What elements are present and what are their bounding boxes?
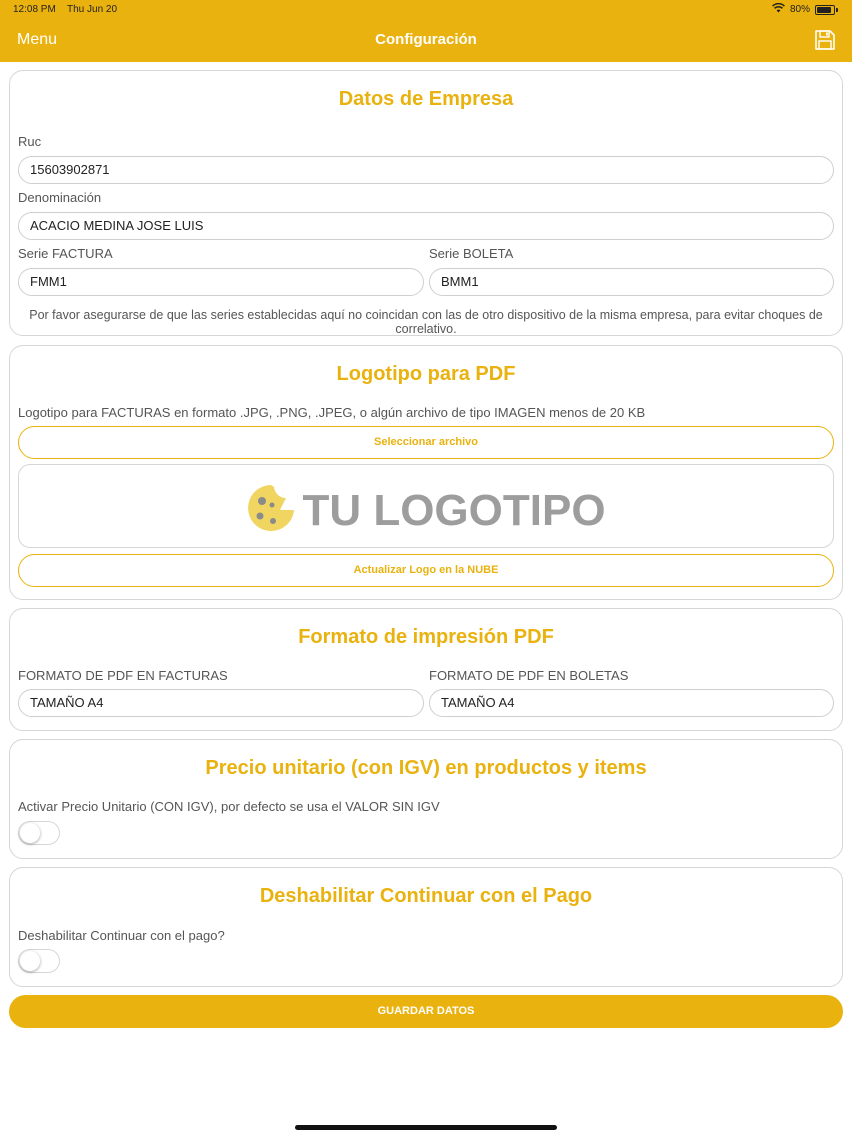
unit-price-title: Precio unitario (con IGV) en productos y items (205, 757, 647, 779)
status-indicators (772, 3, 838, 16)
series-warning-note: Por favor asegurarse de que las series establecidas aquí no coincidan con las de otro dispositivo de la misma empresa, para evitar choques de correlativo. (29, 308, 823, 336)
home-indicator (295, 1125, 557, 1130)
toggle-knob (20, 823, 40, 843)
battery-tip (836, 8, 838, 12)
print-format-card (9, 608, 843, 731)
cookie-logo-icon (246, 483, 296, 538)
disable-payment-description: Deshabilitar Continuar con el pago? (18, 928, 225, 943)
company-data-title: Datos de Empresa (338, 88, 514, 110)
logo-title: Logotipo para PDF (336, 363, 516, 385)
select-file-button[interactable]: Seleccionar archivo (18, 426, 834, 459)
save-data-button[interactable]: GUARDAR DATOS (9, 995, 843, 1028)
logo-card (9, 345, 843, 600)
ruc-input[interactable]: 15603902871 (18, 156, 834, 184)
facturas-format-label: FORMATO DE PDF EN FACTURAS (18, 668, 228, 683)
disable-payment-title: Deshabilitar Continuar con el Pago (259, 885, 593, 907)
battery-icon (815, 5, 835, 15)
logo-placeholder-text: TU LOGOTIPO (302, 485, 606, 535)
serie-boleta-label: Serie BOLETA (429, 246, 514, 261)
battery-percent: 80% (789, 4, 810, 15)
serie-factura-input[interactable]: FMM1 (18, 268, 424, 296)
unit-price-description: Activar Precio Unitario (CON IGV), por defecto se usa el VALOR SIN IGV (18, 799, 440, 814)
disable-payment-card (9, 867, 843, 987)
menu-button[interactable]: Menu (17, 31, 58, 48)
upload-logo-button[interactable]: Actualizar Logo en la NUBE (18, 554, 834, 587)
company-data-card (9, 70, 843, 336)
logo-description: Logotipo para FACTURAS en formato .JPG, .PNG, .JPEG, o algún archivo de tipo IMAGEN menos de 20 KB (18, 405, 646, 420)
logo-preview-content (19, 483, 833, 538)
boletas-format-select[interactable]: TAMAÑO A4 (429, 689, 834, 717)
serie-boleta-input[interactable]: BMM1 (429, 268, 834, 296)
navigation-bar (0, 0, 852, 62)
toggle-knob (20, 951, 40, 971)
ruc-label: Ruc (18, 134, 42, 149)
logo-preview (18, 464, 834, 548)
unit-price-card (9, 739, 843, 859)
status-time: 12:08 PM (13, 4, 56, 15)
print-format-title: Formato de impresión PDF (298, 626, 554, 648)
facturas-format-select[interactable]: TAMAÑO A4 (18, 689, 424, 717)
disable-payment-toggle[interactable] (18, 949, 60, 973)
boletas-format-label: FORMATO DE PDF EN BOLETAS (429, 668, 629, 683)
denominacion-label: Denominación (18, 190, 102, 205)
status-date: Thu Jun 20 (67, 4, 118, 15)
page-title: Configuración (375, 31, 477, 48)
serie-factura-label: Serie FACTURA (18, 246, 113, 261)
save-icon[interactable] (814, 29, 836, 56)
wifi-icon (772, 3, 785, 16)
denominacion-input[interactable]: ACACIO MEDINA JOSE LUIS (18, 212, 834, 240)
unit-price-toggle[interactable] (18, 821, 60, 845)
